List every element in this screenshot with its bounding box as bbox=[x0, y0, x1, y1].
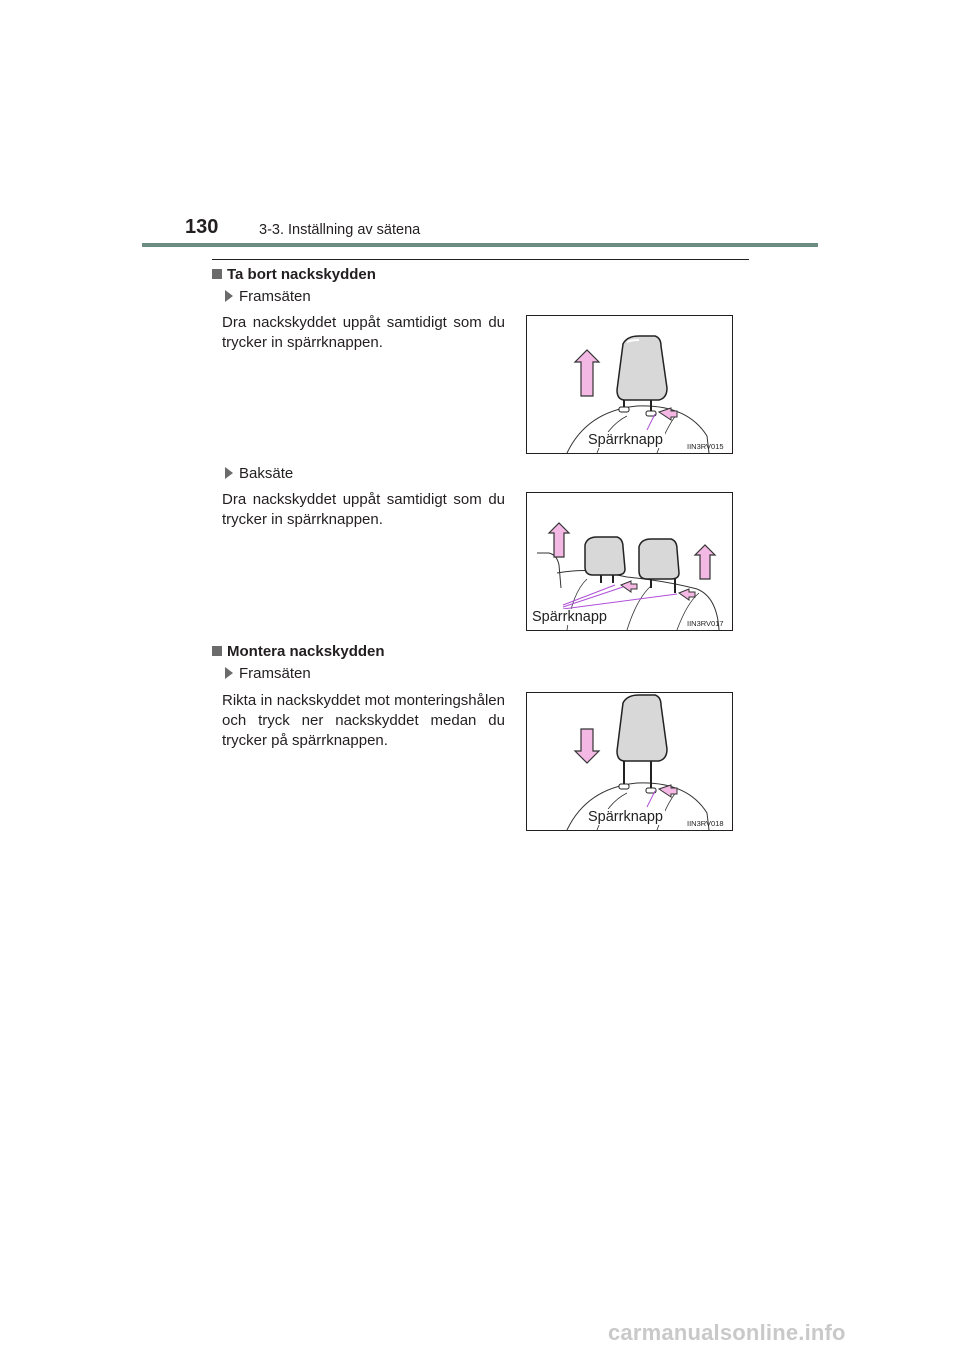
figure-front-remove bbox=[526, 315, 733, 454]
section-divider bbox=[212, 259, 749, 260]
lock-button-label: Spärrknapp bbox=[532, 609, 607, 625]
figure-rear-remove bbox=[526, 492, 733, 631]
bullet-rear-seat bbox=[225, 465, 293, 482]
lock-button-label: Spärrknapp bbox=[588, 432, 663, 448]
triangle-bullet-icon bbox=[225, 667, 233, 679]
section-title: 3-3. Inställning av sätena bbox=[259, 222, 421, 238]
bullet-text: Framsäten bbox=[239, 665, 311, 682]
instruction-text: Rikta in nackskyddet mot monteringshålen och tryck ner nackskyddet medan du trycker på spärrknappen. bbox=[222, 692, 505, 749]
figure-code: IIN3RV018 bbox=[687, 819, 724, 828]
section-heading-install bbox=[212, 643, 385, 660]
heading-text: Ta bort nackskydden bbox=[227, 266, 376, 283]
figure-front-install bbox=[526, 692, 733, 831]
instruction-text: Dra nackskyddet uppåt samtidigt som du trycker in spärrknappen. bbox=[222, 491, 505, 528]
watermark: carmanualsonline.info bbox=[608, 1320, 846, 1345]
bullet-text: Baksäte bbox=[239, 465, 294, 482]
instruction-text: Dra nackskyddet uppåt samtidigt som du trycker in spärrknappen. bbox=[222, 314, 505, 351]
figure-code: IIN3RV017 bbox=[687, 619, 724, 628]
figure-code: IIN3RV015 bbox=[687, 442, 724, 451]
bullet-front-seats bbox=[225, 288, 311, 305]
triangle-bullet-icon bbox=[225, 467, 233, 479]
triangle-bullet-icon bbox=[225, 290, 233, 302]
lock-button-label: Spärrknapp bbox=[588, 809, 663, 825]
header-divider bbox=[142, 243, 818, 247]
bullet-text: Framsäten bbox=[239, 288, 311, 305]
bullet-front-seats bbox=[225, 665, 311, 682]
square-bullet-icon bbox=[212, 646, 222, 656]
section-heading-remove bbox=[212, 266, 376, 283]
page-number: 130 bbox=[185, 216, 219, 238]
square-bullet-icon bbox=[212, 269, 222, 279]
heading-text: Montera nackskydden bbox=[227, 643, 385, 660]
